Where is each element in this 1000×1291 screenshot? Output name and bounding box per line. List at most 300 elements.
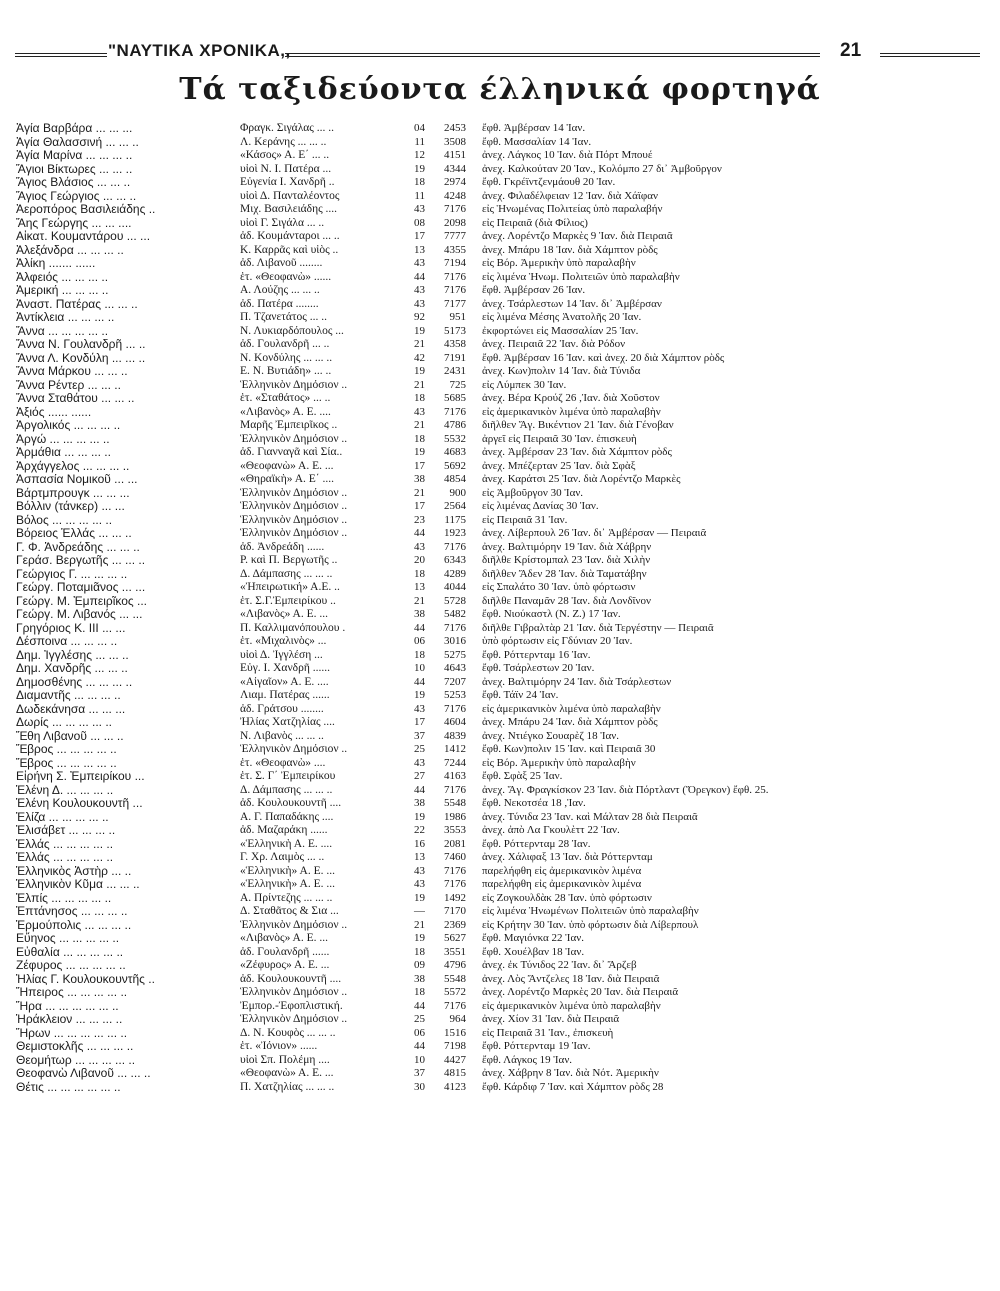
table-row <box>10 662 995 676</box>
ship-owner: «Λιβανὸς» Α. Ε. ... <box>240 932 329 944</box>
tonnage: 964 <box>449 1013 466 1025</box>
voyage-status: ἔφθ. Ρόττερνταμ 28 Ἰαν. <box>482 837 591 850</box>
table-row <box>10 838 995 852</box>
table-row <box>10 716 995 730</box>
tonnage: 5173 <box>444 324 466 337</box>
ship-name: Ἀσπασία Νομικοῦ ... ... <box>16 473 138 486</box>
voyage-status: ἔφθ. Τσάρλεστων 20 Ἰαν. <box>482 662 595 674</box>
tonnage: 7176 <box>444 702 466 715</box>
table-row <box>10 419 995 433</box>
build-year: 11 <box>414 135 425 148</box>
ship-owner: Ν. Λιβανὸς ... ... .. <box>240 729 324 742</box>
table-row <box>10 406 995 420</box>
voyage-status: ἔφθ. Κων)πολιν 15 Ἰαν. καὶ Πειραιᾶ 30 <box>482 743 656 755</box>
table-row <box>10 149 995 163</box>
voyage-status: εἰς Πειραιᾶ 31 Ἰαν., ἐπισκευὴ <box>482 1026 614 1039</box>
ship-name: Ζέφυρος ... ... ... ... .. <box>16 959 126 972</box>
ship-name: Γεώργ. Μ. Ἐμπειρῖκος ... <box>16 594 148 608</box>
ship-owner: ἑτ. Σ.Γ.Ἐμπειρίκου .. <box>240 594 336 607</box>
table-row <box>10 986 995 1000</box>
build-year: 19 <box>414 162 425 175</box>
voyage-status: εἰς Πειραιᾶ 31 Ἰαν. <box>482 513 568 526</box>
table-row <box>10 1013 995 1027</box>
table-row <box>10 217 995 231</box>
ship-owner: «Θηραϊκὴ» Α. Ε΄ .... <box>240 473 335 485</box>
tonnage: 4683 <box>444 446 466 458</box>
table-row <box>10 811 995 825</box>
table-row <box>10 298 995 312</box>
tonnage: 5692 <box>444 459 466 472</box>
table-row <box>10 676 995 690</box>
ship-owner: ἑτ. Σ. Γ΄ Ἐμπειρίκου <box>240 770 336 782</box>
voyage-status: διῆλθεν Ἅγ. Βικέντιον 21 Ἰαν. διὰ Γένοβαν <box>482 419 674 431</box>
ship-owner: Ν. Κονδύλης ... ... .. <box>240 351 333 364</box>
build-year: 44 <box>414 783 425 796</box>
table-row <box>10 946 995 960</box>
build-year: 43 <box>414 878 425 890</box>
ship-name: Ἀμερική ... ... ... .. <box>16 284 109 297</box>
ship-name: Ἐλισάβετ ... ... ... .. <box>16 824 116 837</box>
voyage-status: ἔφθ. Τάϊν 24 Ἰαν. <box>482 689 559 701</box>
tonnage: 4358 <box>444 338 466 350</box>
ship-name: Βόρειος Ἑλλάς ... ... .. <box>16 527 132 540</box>
ship-name: Ἄης Γεώργης ... ... .... <box>16 216 132 230</box>
voyage-status: ἀνεχ. Χίον 31 Ἰαν. διὰ Πειραιᾶ <box>482 1013 620 1025</box>
ship-owner: Μιχ. Βασιλειάδης .... <box>240 203 338 215</box>
voyage-status: ὑπὸ φόρτωσιν εἰς Γδύνιαν 20 Ἰαν. <box>482 635 633 647</box>
build-year: 44 <box>414 621 425 634</box>
ship-name: Ἄννα Σταθάτου ... ... .. <box>16 392 135 405</box>
ship-name: Ἑλένη Κουλουκουντῆ ... <box>16 797 143 810</box>
build-year: 44 <box>414 999 425 1012</box>
table-row <box>10 1054 995 1068</box>
table-row <box>10 541 995 555</box>
build-year: 18 <box>414 986 425 998</box>
tonnage: 7176 <box>444 999 466 1012</box>
table-row <box>10 554 995 568</box>
build-year: 17 <box>414 500 425 512</box>
build-year: — <box>414 905 425 917</box>
ship-owner: Δ. Ν. Κουφὸς ... ... .. <box>240 1026 336 1039</box>
ship-owner: «Λιβανὸς» Α. Ε. ... <box>240 608 329 620</box>
tonnage: 1492 <box>444 891 466 904</box>
ship-name: Γεώργιος Γ. ... ... ... .. <box>16 567 128 581</box>
ship-owner: Ἠλίας Χατζηλίας .... <box>240 716 335 728</box>
tonnage: 3016 <box>444 635 466 647</box>
table-row <box>10 176 995 190</box>
ship-owner: «Ἑλληνικὴ» Α. Ε. ... <box>240 878 335 890</box>
ship-owner: Ἑλληνικὸν Δημόσιον .. <box>240 500 348 512</box>
build-year: 17 <box>414 716 425 728</box>
tonnage: 7194 <box>444 257 466 269</box>
build-year: 38 <box>414 608 425 620</box>
voyage-status: εἰς λιμένα Μέσης Ἀνατολῆς 20 Ἰαν. <box>482 311 642 323</box>
build-year: 13 <box>414 851 425 863</box>
table-row <box>10 689 995 703</box>
ship-name: Βάρτμπρουγκ ... ... ... <box>16 486 130 500</box>
ship-name: Ἑλληνικὸν Κῦμα ... ... .. <box>16 878 140 891</box>
voyage-status: ἔφθ. Νιούκαστλ (Ν. Ζ.) 17 Ἰαν. <box>482 608 621 620</box>
voyage-status: ἔφθ. Σφὰξ 25 Ἰαν. <box>482 770 563 782</box>
build-year: 44 <box>414 527 425 539</box>
ship-name: Ἔβρος ... ... ... ... .. <box>16 756 117 770</box>
voyage-status: παρελήφθη εἰς ἀμερικανικὸν λιμένα <box>482 878 642 890</box>
ship-owner: ἀδ. Κουλουκουντῆ .... <box>240 972 342 985</box>
ship-name: Γεώργ. Ποταμιᾶνος ... ... <box>16 581 146 594</box>
voyage-status: εἰς Σπαλάτο 30 Ἰαν. ὑπὸ φόρτωσιν <box>482 581 636 593</box>
ship-name: Ἄννα Ρέντερ ... ... .. <box>16 378 121 392</box>
build-year: 19 <box>414 932 425 944</box>
ship-name: Εὔηνος ... ... ... ... .. <box>16 932 120 945</box>
table-row <box>10 257 995 271</box>
voyage-status: ἔφθ. Λάγκος 19 Ἰαν. <box>482 1053 573 1066</box>
table-row <box>10 163 995 177</box>
table-row <box>10 973 995 987</box>
table-row <box>10 311 995 325</box>
build-year: 19 <box>414 446 425 458</box>
table-row <box>10 500 995 514</box>
table-row <box>10 203 995 217</box>
voyage-status: ἀνεχ. Λὸς Ἄντζελες 18 Ἰαν. διὰ Πειραιᾶ <box>482 972 660 985</box>
tonnage: 900 <box>449 486 466 499</box>
tonnage: 7176 <box>444 864 466 877</box>
ship-name: Ἅγιοι Βίκτωρες ... ... .. <box>16 162 133 176</box>
build-year: 43 <box>414 297 425 310</box>
build-year: 19 <box>414 324 425 337</box>
ship-owner: Ε. Ν. Βυτιάδη» ... .. <box>240 365 332 377</box>
ship-owner: «Θεοφανὼ» Α. Ε. ... <box>240 1067 334 1079</box>
voyage-status: ἀνεχ. Καλκούταν 20 Ἰαν., Κολόμπο 27 δι᾽ Ἀμβοῦργον <box>482 162 722 175</box>
ship-owner: ἑτ. «Ἰόνιον» ...... <box>240 1040 318 1052</box>
tonnage: 4163 <box>444 770 466 782</box>
table-row <box>10 770 995 784</box>
voyage-status: εἰς ἀμερικανικὸν λιμένα ὑπὸ παραλαβὴν <box>482 405 661 418</box>
build-year: 19 <box>414 365 425 377</box>
ship-owner: «Αἰγαῖον» Α. Ε. .... <box>240 675 329 688</box>
newspaper-title: "ΝΑΥΤΙΚΑ ΧΡΟΝΙΚΑ,, <box>108 41 291 60</box>
build-year: 43 <box>414 540 425 553</box>
tonnage: 7176 <box>444 783 466 796</box>
ship-name: Ἁγία Βαρβάρα ... ... ... <box>16 122 133 135</box>
voyage-status: ἔφθ. Μασσαλίαν 14 Ἰαν. <box>482 135 592 148</box>
tonnage: 7191 <box>444 351 466 364</box>
build-year: 13 <box>414 581 425 593</box>
ship-name: Δημ. Χανδρῆς ... ... .. <box>16 662 128 675</box>
table-row <box>10 959 995 973</box>
build-year: 21 <box>414 419 425 431</box>
build-year: 43 <box>414 405 425 418</box>
ship-name: Ἑρμούπολις ... ... ... .. <box>16 918 132 932</box>
ship-name: Θεοφανὼ Λιβανοῦ ... ... .. <box>16 1067 151 1080</box>
voyage-status: διῆλθεν Ἄδεν 28 Ἰαν. διὰ Ταματάβην <box>482 567 647 580</box>
table-row <box>10 919 995 933</box>
voyage-status: ἀνεχ. Λάγκος 10 Ἰαν. διὰ Πόρτ Μπουέ <box>482 149 653 161</box>
build-year: 43 <box>414 284 425 296</box>
ship-owner: Μαρῆς Ἐμπειρῖκος .. <box>240 419 338 431</box>
voyage-status: ἔφθ. Ἀμβέρσαν 14 Ἰαν. <box>482 122 586 134</box>
voyage-status: εἰς Λύμπεκ 30 Ἰαν. <box>482 378 567 391</box>
build-year: 38 <box>414 473 425 485</box>
ship-owner: Ἑλληνικὸν Δημόσιον .. <box>240 486 348 499</box>
tonnage: 7176 <box>444 270 466 283</box>
tonnage: 1986 <box>444 810 466 823</box>
table-row <box>10 743 995 757</box>
build-year: 21 <box>414 378 425 391</box>
build-year: 21 <box>414 594 425 607</box>
table-row <box>10 379 995 393</box>
ship-name: Ἠλίας Γ. Κουλουκουντῆς .. <box>16 972 155 986</box>
table-row <box>10 608 995 622</box>
ship-name: Δημοσθένης ... ... ... .. <box>16 675 133 689</box>
ship-name: Ἄννα ... ... ... ... .. <box>16 324 109 338</box>
ship-owner: Π. Χατζηλίας ... ... .. <box>240 1080 335 1093</box>
ship-owner: ἀδ. Γουλανδρῆ ... .. <box>240 338 330 350</box>
tonnage: 7177 <box>444 297 466 310</box>
tonnage: 5275 <box>444 648 466 661</box>
ship-name: Δωδεκάνησα ... ... ... <box>16 702 126 716</box>
ship-name: Ἑλλάς ... ... ... ... .. <box>16 837 114 851</box>
voyage-status: ἀνεχ. ἀπὸ Λα Γκουλὲττ 22 Ἰαν. <box>482 824 620 836</box>
tonnage: 4796 <box>444 959 466 971</box>
ship-name: Ἑλλάς ... ... ... ... .. <box>16 851 114 864</box>
build-year: 44 <box>414 1040 425 1052</box>
ship-owner: υἱοὶ Δ. Ἰγγλέση ... <box>240 648 323 661</box>
tonnage: 2369 <box>444 918 466 931</box>
ship-owner: ἀδ. Μαζαράκη ...... <box>240 824 328 836</box>
tonnage: 5482 <box>444 608 466 620</box>
ship-name: Αἰκατ. Κουμαντάρου ... ... <box>16 230 151 243</box>
ship-owner: Ἑλληνικὸν Δημόσιον .. <box>240 513 348 526</box>
tonnage: 7176 <box>444 621 466 634</box>
ship-name: Ἄννα Λ. Κονδύλη ... ... .. <box>16 351 146 365</box>
tonnage: 2453 <box>444 122 466 134</box>
ship-name: Βόλλιν (τάνκερ) ... ... <box>16 500 125 513</box>
ship-owner: Ἑλληνικὸν Δημόσιον .. <box>240 378 348 391</box>
voyage-status: ἔφθ. Χουέλβαν 18 Ἰαν. <box>482 945 585 958</box>
voyage-status: ἀνεχ. Βέρα Κρούζ 26 ,Ἰαν. διὰ Χοῦστον <box>482 392 660 404</box>
build-year: 18 <box>414 648 425 661</box>
tonnage: 7207 <box>444 675 466 688</box>
voyage-status: ἀνεχ. Λορέντζο Μαρκὲς 20 Ἰαν. διὰ Πειραιᾶ <box>482 986 679 998</box>
ship-owner: ἀδ. Ἀνδρεάδη ...... <box>240 540 325 553</box>
header-rule-right <box>285 53 820 57</box>
build-year: 04 <box>414 122 425 134</box>
build-year: 92 <box>414 311 425 323</box>
build-year: 19 <box>414 810 425 823</box>
tonnage: 4604 <box>444 716 466 728</box>
ship-name: Ἀλφειός ... ... ... .. <box>16 270 109 284</box>
ship-owner: Ρ. καὶ Π. Βεργωτῆς .. <box>240 554 338 566</box>
tonnage: 725 <box>449 378 466 391</box>
ship-owner: «Ἑλληνικὴ Α. Ε. .... <box>240 837 333 850</box>
ship-name: Ἅγιος Γεώργιος ... ... .. <box>16 189 137 203</box>
build-year: 44 <box>414 270 425 283</box>
ship-name: Θέτις ... ... ... ... ... .. <box>16 1080 121 1094</box>
ship-owner: Εὐγενία Ι. Χανδρῆ .. <box>240 176 335 188</box>
build-year: 18 <box>414 567 425 580</box>
header-rule-left <box>15 53 107 57</box>
ship-name: Βόλος ... ... ... ... .. <box>16 513 113 527</box>
ship-owner: Λ. Κεράνης ... ... .. <box>240 135 327 148</box>
tonnage: 7176 <box>444 878 466 890</box>
table-row <box>10 271 995 285</box>
voyage-status: ἀνεχ. Βαλτιμόρην 24 Ἰαν. διὰ Τσάρλεστων <box>482 675 672 688</box>
table-row <box>10 905 995 919</box>
ship-name: Γεράσ. Βεργωτῆς ... ... .. <box>16 554 146 567</box>
voyage-status: εἰς Βόρ. Ἀμερικὴν ὑπὸ παραλαβὴν <box>482 257 636 269</box>
ship-owner: ἀδ. Γράτσου ........ <box>240 702 324 715</box>
tonnage: 5548 <box>444 972 466 985</box>
build-year: 42 <box>414 351 425 364</box>
table-row <box>10 446 995 460</box>
table-row <box>10 1027 995 1041</box>
voyage-status: ἀνεχ. Καράτσι 25 Ἰαν. διὰ Λορέντζο Μαρκὲς <box>482 473 681 485</box>
ship-name: Ἐλίζα ... ... ... ... .. <box>16 810 109 824</box>
tonnage: 4044 <box>444 581 466 593</box>
tonnage: 5548 <box>444 797 466 809</box>
build-year: 12 <box>414 149 425 161</box>
voyage-status: ἔφθ. Ρόττερνταμ 16 Ἰαν. <box>482 648 591 661</box>
build-year: 25 <box>414 743 425 755</box>
tonnage: 2431 <box>444 365 466 377</box>
tonnage: 1923 <box>444 527 466 539</box>
build-year: 17 <box>414 459 425 472</box>
build-year: 18 <box>414 176 425 188</box>
tonnage: 5685 <box>444 392 466 404</box>
table-row <box>10 230 995 244</box>
ship-name: Ἀεροπόρος Βασιλειάδης .. <box>16 203 156 216</box>
ship-owner: υἱοὶ Γ. Σιγάλα ... .. <box>240 216 325 229</box>
ship-owner: Π. Τζανετάτος ... .. <box>240 311 327 323</box>
ship-name: Ἀρμάθια ... ... ... .. <box>16 446 111 459</box>
build-year: 30 <box>414 1080 425 1093</box>
voyage-status: ἀνεχ. Χάβρην 8 Ἰαν. διὰ Νότ. Ἀμερικὴν <box>482 1067 659 1079</box>
table-row <box>10 635 995 649</box>
table-row <box>10 136 995 150</box>
table-row <box>10 757 995 771</box>
build-year: 18 <box>414 392 425 404</box>
build-year: 43 <box>414 702 425 715</box>
ship-name: Ἀντίκλεια ... ... ... .. <box>16 311 115 324</box>
voyage-status: ἔφθ. Μαγιόνκα 22 Ἰαν. <box>482 932 584 944</box>
build-year: 21 <box>414 918 425 931</box>
build-year: 43 <box>414 756 425 769</box>
ship-owner: ἀδ. Γιανναγᾶ καὶ Σία.. <box>240 446 343 458</box>
tonnage: 5728 <box>444 594 466 607</box>
voyage-status: εἰς λιμένα Ἡνωμένων Πολιτειῶν ὑπὸ παραλαβὴν <box>482 905 699 917</box>
voyage-status: διῆλθε Κρίστομπαλ 23 Ἰαν. διὰ Χιλὴν <box>482 554 651 566</box>
tonnage: 1516 <box>444 1026 466 1039</box>
ship-owner: ἀδ. Κουμάνταροι ... .. <box>240 230 340 242</box>
tonnage: 3508 <box>444 135 466 148</box>
build-year: 10 <box>414 662 425 674</box>
ship-name: Γ. Φ. Ἀνδρεάδης ... ... .. <box>16 540 140 554</box>
header-rule-far-right <box>880 53 980 57</box>
ship-owner: υἱοὶ Ν. Ι. Πατέρα ... <box>240 162 332 175</box>
table-row <box>10 649 995 663</box>
tonnage: 7777 <box>444 230 466 242</box>
ship-name: Ἄννα Μάρκου ... ... .. <box>16 365 128 378</box>
table-row <box>10 892 995 906</box>
table-row <box>10 797 995 811</box>
ship-owner: Δ. Δάμπασης ... ... .. <box>240 567 333 580</box>
build-year: 08 <box>414 216 425 229</box>
tonnage: 5627 <box>444 932 466 944</box>
ship-owner: Γ. Χρ. Λαιμὸς ... .. <box>240 851 325 863</box>
table-row <box>10 284 995 298</box>
table-row <box>10 932 995 946</box>
ship-name: Ἐπτάνησος ... ... ... .. <box>16 905 128 918</box>
build-year: 38 <box>414 797 425 809</box>
ship-name: Ἔθη Λιβανοῦ ... ... .. <box>16 729 124 743</box>
build-year: 21 <box>414 338 425 350</box>
tonnage: 4248 <box>444 189 466 202</box>
build-year: 06 <box>414 1026 425 1039</box>
build-year: 10 <box>414 1053 425 1066</box>
tonnage: 2081 <box>444 837 466 850</box>
tonnage: 5532 <box>444 432 466 445</box>
ship-owner: ἀδ. Κουλουκουντῆ .... <box>240 797 342 809</box>
build-year: 09 <box>414 959 425 971</box>
ship-name: Γρηγόριος Κ. ΙΙΙ ... ... <box>16 621 126 635</box>
article-title: Τά ταξιδεύοντα έλληνικά φορτηγά <box>179 72 821 107</box>
ship-name: Ἄννα Ν. Γουλανδρῆ ... .. <box>16 338 146 351</box>
ship-owner: Α. Γ. Παπαδάκης .... <box>240 810 334 823</box>
table-row <box>10 460 995 474</box>
tonnage: 4839 <box>444 729 466 742</box>
ship-name: Δέσποινα ... ... ... .. <box>16 635 118 648</box>
table-row <box>10 730 995 744</box>
tonnage: 4854 <box>444 473 466 485</box>
table-row <box>10 352 995 366</box>
tonnage: 6343 <box>444 554 466 566</box>
ship-owner: «Ἑλληνικὴ» Α. Ε. ... <box>240 864 335 877</box>
ship-owner: «Κάσος» Α. Ε΄ ... .. <box>240 149 330 161</box>
ship-owner: Εὐγ. Ι. Χανδρῆ ...... <box>240 662 330 674</box>
tonnage: 4815 <box>444 1067 466 1079</box>
tonnage: 4123 <box>444 1080 466 1093</box>
ship-name: Δωρίς ... ... ... ... .. <box>16 716 113 729</box>
tonnage: 5572 <box>444 986 466 998</box>
voyage-status: εἰς Βόρ. Ἀμερικὴν ὑπὸ παραλαβὴν <box>482 756 636 769</box>
ship-owner: ἑτ. «Μιχαλινὸς» ... <box>240 635 327 647</box>
ship-owner: «Λιβανὸς» Α. Ε. .... <box>240 405 331 418</box>
ship-name: Ἥρα ... ... ... ... ... .. <box>16 999 119 1013</box>
ship-name: Ἁγία Θαλασσινή ... ... .. <box>16 135 139 149</box>
build-year: 18 <box>414 432 425 445</box>
ship-name: Θεομήτωρ ... ... ... ... .. <box>16 1053 136 1067</box>
build-year: 25 <box>414 1013 425 1025</box>
ship-owner: Κ. Καρρᾶς καὶ υἱὸς .. <box>240 243 339 256</box>
table-row <box>10 622 995 636</box>
ship-owner: ἀδ. Λιβανοῦ ........ <box>240 257 323 269</box>
ship-name: Ἤπειρος ... ... ... ... .. <box>16 986 128 999</box>
ship-name: Ἀργολικός ... ... ... .. <box>16 419 121 432</box>
tonnage: 3553 <box>444 824 466 836</box>
build-year: 38 <box>414 972 425 985</box>
ship-name: Εὐθαλία ... ... ... ... .. <box>16 945 124 959</box>
table-row <box>10 784 995 798</box>
voyage-status: ἀνεχ. Τσάρλεστων 14 Ἰαν. δι᾽ Ἀμβέρσαν <box>482 297 662 310</box>
ship-owner: Δ. Δάμπασης ... ... .. <box>240 783 333 796</box>
voyage-status: ἀνεχ. Φιλαδέλφειαν 12 Ἰαν. διὰ Χάϊφαν <box>482 189 658 202</box>
voyage-status: ἀνεχ. Βαλτιμόρην 19 Ἰαν. διὰ Χάβρην <box>482 540 652 553</box>
tonnage: 7244 <box>444 756 466 769</box>
ship-owner: Ἐμπορ.-Ἐφοπλιστική. <box>240 999 343 1012</box>
ship-owner: ἑτ. «Θεοφανὼ» .... <box>240 756 326 769</box>
table-row <box>10 365 995 379</box>
table-row <box>10 514 995 528</box>
